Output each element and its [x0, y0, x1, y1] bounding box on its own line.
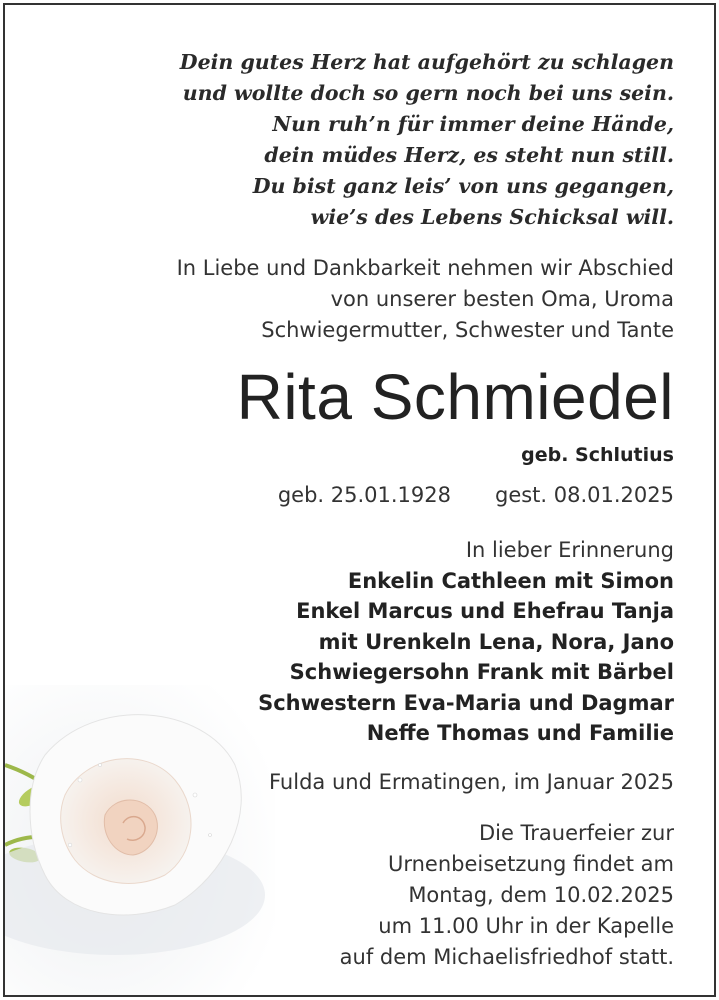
memory-lead: In lieber Erinnerung: [465, 538, 674, 562]
intro-text: [74, 253, 674, 346]
birth-date: geb. 25.01.1928: [277, 483, 451, 507]
funeral-line: Urnenbeisetzung findet am: [387, 852, 674, 876]
obituary-card: [3, 3, 716, 997]
funeral-line: Montag, dem 10.02.2025: [408, 883, 674, 907]
life-dates: [114, 480, 674, 511]
place-date: Fulda und Ermatingen, im Januar 2025: [269, 770, 674, 794]
maiden-name: geb. Schlutius: [521, 444, 674, 466]
poem-line: und wollte doch so gern noch bei uns sein.: [182, 81, 674, 105]
deceased-name: Rita Schmiedel: [236, 361, 674, 433]
mourner-line: Enkel Marcus und Ehefrau Tanja: [296, 599, 674, 623]
funeral-line: Die Trauerfeier zur: [478, 821, 674, 845]
poem-line: Du bist ganz leis’ von uns gegangen,: [252, 174, 674, 198]
mourner-line: Schwiegersohn Frank mit Bärbel: [289, 660, 674, 684]
death-date: gest. 08.01.2025: [494, 483, 674, 507]
funeral-line: auf dem Michaelisfriedhof statt.: [339, 945, 674, 969]
mourner-line: Neffe Thomas und Familie: [366, 721, 674, 745]
poem-line: dein müdes Herz, es steht nun still.: [264, 143, 674, 167]
intro-line: von unserer besten Oma, Uroma: [330, 287, 674, 311]
mourner-line: mit Urenkeln Lena, Nora, Jano: [318, 629, 674, 654]
poem-line: Nun ruh’n für immer deine Hände,: [272, 112, 674, 136]
mourner-line: Enkelin Cathleen mit Simon: [347, 568, 674, 593]
poem-line: wie’s des Lebens Schicksal will.: [310, 205, 674, 229]
funeral-info: [174, 818, 674, 973]
poem: [114, 47, 674, 233]
mourner-line: Schwestern Eva-Maria und Dagmar: [258, 690, 674, 715]
funeral-line: um 11.00 Uhr in der Kapelle: [378, 914, 674, 938]
poem-line: Dein gutes Herz hat aufgehört zu schlagen: [179, 50, 674, 74]
intro-line: In Liebe und Dankbarkeit nehmen wir Abschied: [176, 256, 674, 280]
intro-line: Schwiegermutter, Schwester und Tante: [261, 318, 674, 342]
mourners-block: [74, 535, 674, 749]
